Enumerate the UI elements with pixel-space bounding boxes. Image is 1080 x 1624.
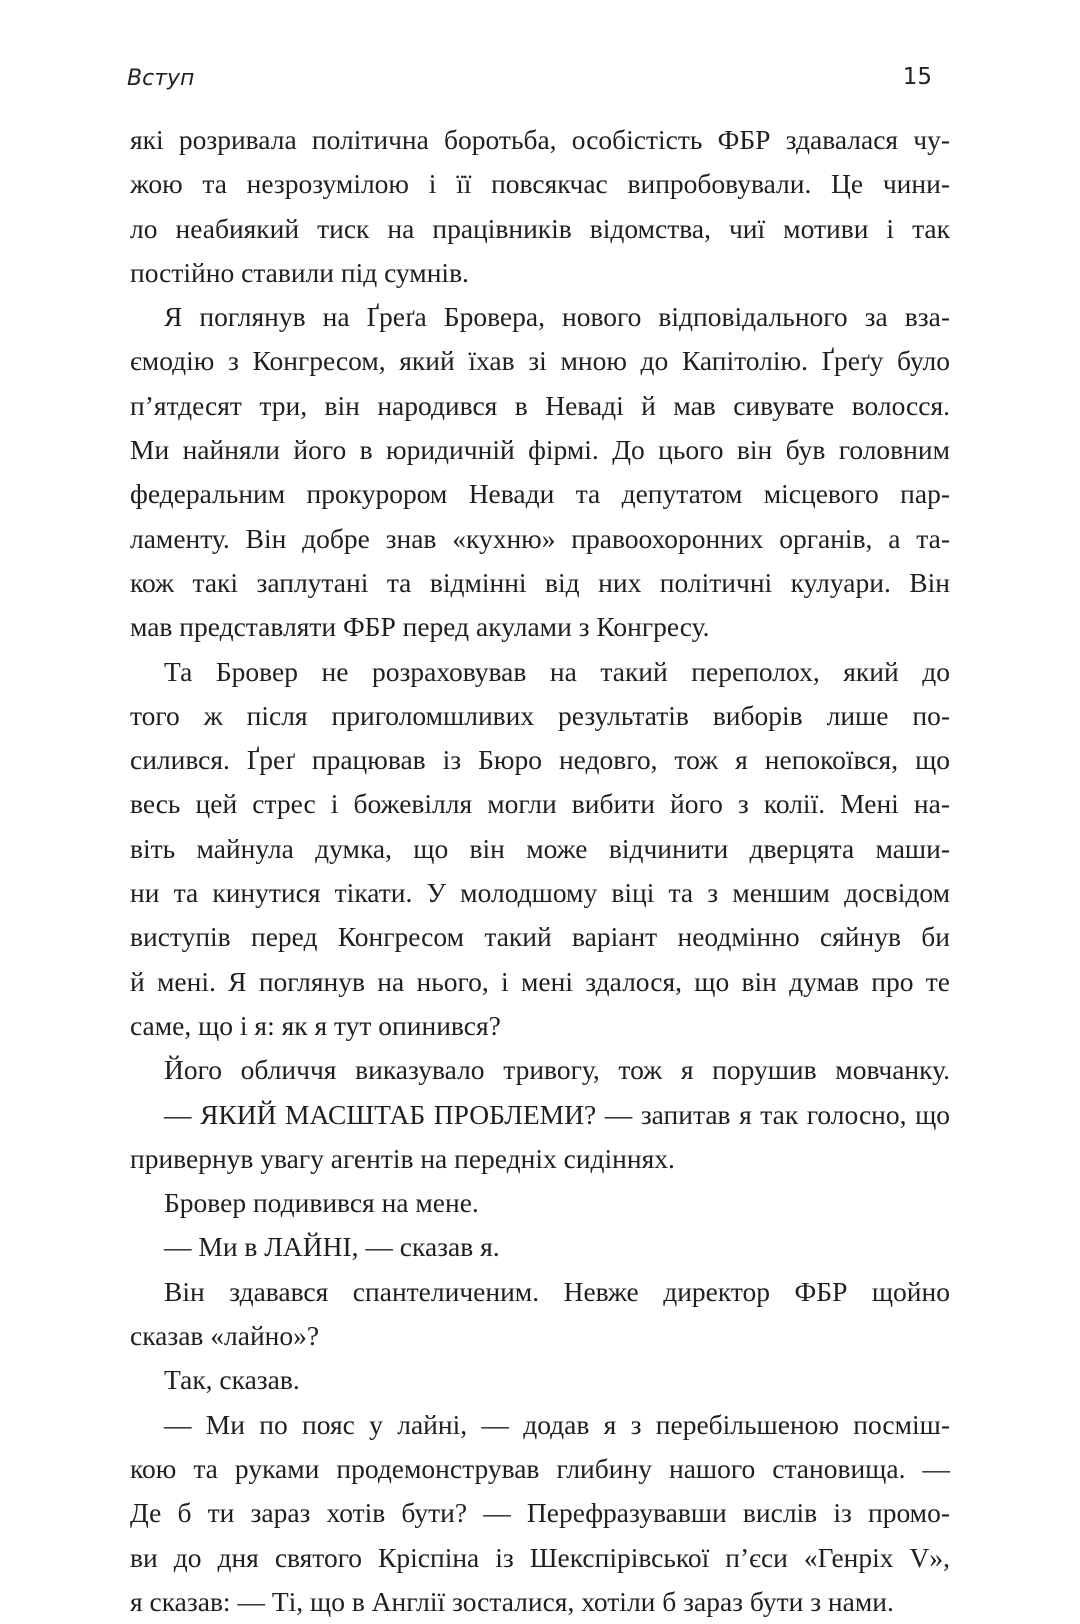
text-line: й мені. Я поглянув на нього, і мені здалося, що він думав про те <box>130 965 950 997</box>
body-text <box>130 118 950 1624</box>
running-head: Вступ <box>127 66 195 91</box>
text-line: Та Бровер не розраховував на такий переполох, який до <box>164 655 950 687</box>
text-line: які розривала політична боротьба, особістість ФБР здавалася чу- <box>130 124 950 155</box>
text-line: — ЯКИЙ МАСШТАБ ПРОБЛЕМИ? — запитав я так голосно, що <box>164 1098 950 1130</box>
text-line: ламенту. Він добре знав «кухню» правоохоронних органів, а та- <box>130 522 950 554</box>
text-line: Бровер подивився на мене. <box>164 1187 479 1219</box>
text-line: федеральним прокурором Невади та депутатом місцевого пар- <box>130 478 950 510</box>
text-line: я сказав: — Ті, що в Англії зосталися, хотіли б зараз бути з нами. <box>130 1585 894 1617</box>
page-number: 15 <box>902 64 932 90</box>
text-line: силився. Ґреґ працював із Бюро недовго, тож я непокоївся, що <box>130 744 950 776</box>
text-line: Він здавався спантеличеним. Невже директор ФБР щойно <box>164 1275 950 1307</box>
text-line: привернув увагу агентів на передніх сидіннях. <box>130 1142 675 1174</box>
text-line: — Ми в ЛАЙНІ, — сказав я. <box>164 1231 500 1263</box>
text-line: кож такі заплутані та відмінні від них політичні кулуари. Він <box>130 566 950 598</box>
text-line: ло неабиякий тиск на працівників відомства, чиї мотиви і так <box>130 212 950 244</box>
text-line: Я поглянув на Ґреґа Бровера, нового відповідального за вза- <box>164 301 950 333</box>
text-line: — Ми по пояс у лайні, — додав я з перебільшеною посміш- <box>164 1408 950 1440</box>
text-line: сказав «лайно»? <box>130 1320 320 1352</box>
text-line: Де б ти зараз хотів бути? — Перефразувавши вислів із промо- <box>130 1497 950 1529</box>
text-line: мав представляти ФБР перед акулами з Конгресу. <box>130 611 710 643</box>
text-line: Його обличчя виказувало тривогу, тож я порушив мовчанку. <box>164 1054 950 1086</box>
text-line: кою та руками продемонстрував глибину нашого становища. — <box>130 1452 950 1484</box>
text-line: Ми найняли його в юридичній фірмі. До цього він був головним <box>130 434 950 466</box>
text-line: ви до дня святого Кріспіна із Шекспірівської п’єси «Генріх V», <box>130 1541 950 1573</box>
text-line: ни та кинутися тікати. У молодшому віці та з меншим досвідом <box>130 877 950 909</box>
text-line: виступів перед Конгресом такий варіант неодмінно сяйнув би <box>130 921 950 953</box>
text-line: віть майнула думка, що він може відчинити дверцята маши- <box>130 832 950 864</box>
text-line: жою та незрозумілою і її повсякчас випробовували. Це чини- <box>130 168 950 200</box>
text-line: Так, сказав. <box>164 1364 300 1396</box>
text-line: саме, що і я: як я тут опинився? <box>130 1009 501 1041</box>
text-line: весь цей стрес і божевілля могли вибити його з колії. Мені на- <box>130 788 950 820</box>
text-line: постійно ставили під сумнів. <box>130 256 469 288</box>
text-line: п’ятдесят три, він народився в Неваді й мав сивувате волосся. <box>130 389 950 421</box>
text-line: того ж після приголомшливих результатів виборів лише по- <box>130 699 950 731</box>
text-line: ємодію з Конгресом, який їхав зі мною до Капітолію. Ґреґу було <box>130 345 950 377</box>
